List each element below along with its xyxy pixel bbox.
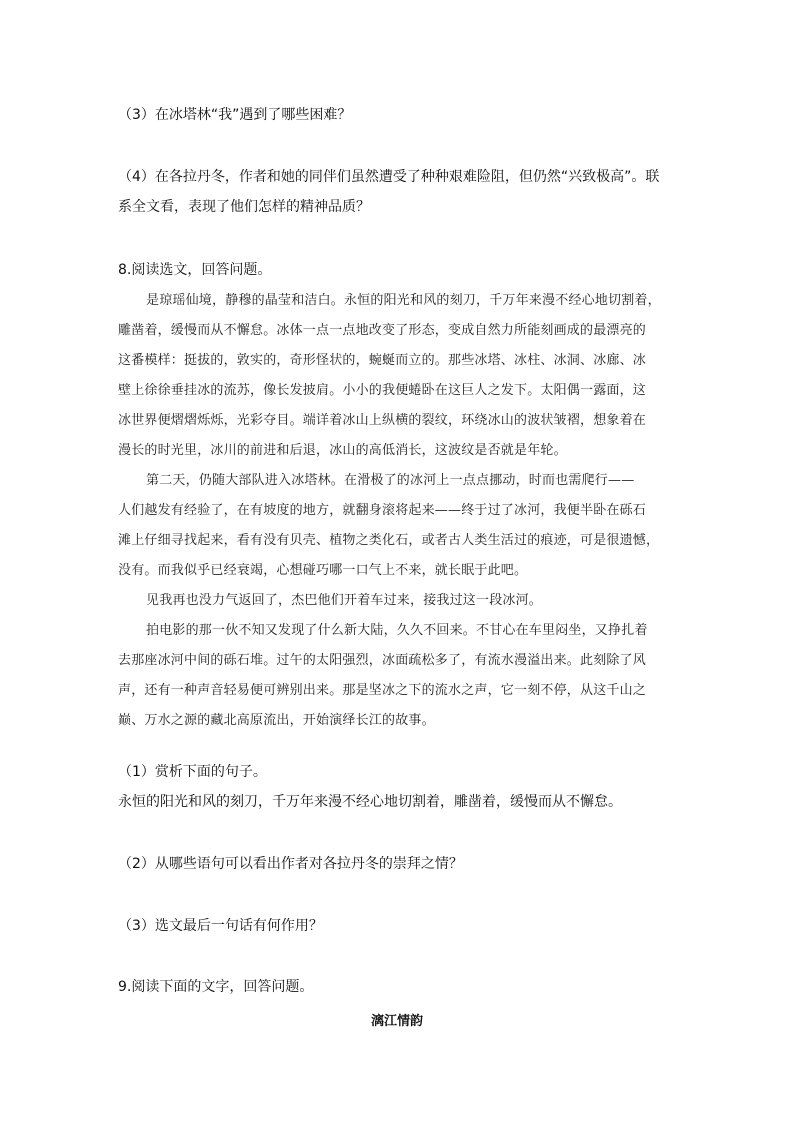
passage-title: 漓江情韵 (370, 1014, 423, 1029)
passage-line: 冰世界便熠熠烁烁，光彩夺目。端详着冰山上纵横的裂纹，环绕冰山的波状皱褶，想象着在 (118, 413, 647, 428)
passage-line: 没有。而我似乎已经衰竭，心想碰巧哪一口气上不来，就长眠于此吧。 (118, 563, 528, 578)
passage-line: 滩上仔细寻找起来，看有没有贝壳、植物之类化石，或者古人类生活过的痕迹，可是很遗憾， (118, 533, 660, 548)
question-7-4-line2: 系全文看，表现了他们怎样的精神品质？ (118, 199, 370, 215)
passage-line: 壁上徐徐垂挂冰的流苏，像长发披肩。小小的我便蜷卧在这巨人之发下。太阳偶一露面，这 (118, 383, 647, 398)
question-9-header: 9.阅读下面的文字，回答问题。 (118, 979, 314, 995)
passage-line: 这番模样：挺拔的，敦实的，奇形怪状的，蜿蜒而立的。那些冰塔、冰柱、冰洞、冰廊、冰 (118, 353, 647, 368)
passage-line: 拍电影的那一伙不知又发现了什么新大陆，久久不回来。不甘心在车里闷坐，又挣扎着 (146, 623, 648, 638)
question-7-4-line1: （4）在各拉丹冬，作者和她的同伴们虽然遭受了种种艰难险阻，但仍然“兴致极高”。联 (118, 169, 660, 185)
question-7-3: （3）在冰塔林“我”遇到了哪些困难？ (118, 107, 352, 123)
passage-line: 去那座冰河中间的砾石堆。过午的太阳强烈，冰面疏松多了，有流水漫溢出来。此刻除了风 (118, 653, 647, 668)
passage-line: 漫长的时光里，冰川的前进和后退，冰山的高低消长，这波纹是否就是年轮。 (118, 443, 567, 458)
passage-line: 第二天，仍随大部队进入冰塔林。在滑极了的冰河上一点点挪动，时而也需爬行—— (146, 473, 635, 488)
passage-line: 声，还有一种声音轻易便可辨别出来。那是坚冰之下的流水之声，它一刻不停，从这千山之 (118, 683, 647, 698)
question-8-2: （2）从哪些语句可以看出作者对各拉丹冬的崇拜之情？ (118, 856, 463, 872)
passage-line: 是琼瑶仙境，静穆的晶莹和洁白。永恒的阳光和风的刻刀，千万年来漫不经心地切割着， (146, 293, 661, 308)
passage-line: 巅、万水之源的藏北高原流出，开始演绎长江的故事。 (118, 713, 435, 728)
question-8-1-sentence: 永恒的阳光和风的刻刀，千万年来漫不经心地切割着，雕凿着，缓慢而从不懈怠。 (118, 794, 622, 810)
passage-line: 见我再也没力气返回了，杰巴他们开着车过来，接我过这一段冰河。 (146, 593, 543, 608)
passage-line: 人们越发有经验了，在有坡度的地方，就翻身滚将起来——终于过了冰河，我便半卧在砾石 (118, 503, 647, 518)
question-8-header: 8.阅读选文，回答问题。 (118, 262, 272, 278)
passage-line: 雕凿着，缓慢而从不懈怠。冰体一点一点地改变了形态，变成自然力所能刻画成的最漂亮的 (118, 323, 647, 338)
question-8-3: （3）选文最后一句话有何作用？ (118, 918, 323, 934)
question-8-1-label: （1）赏析下面的句子。 (118, 764, 267, 780)
